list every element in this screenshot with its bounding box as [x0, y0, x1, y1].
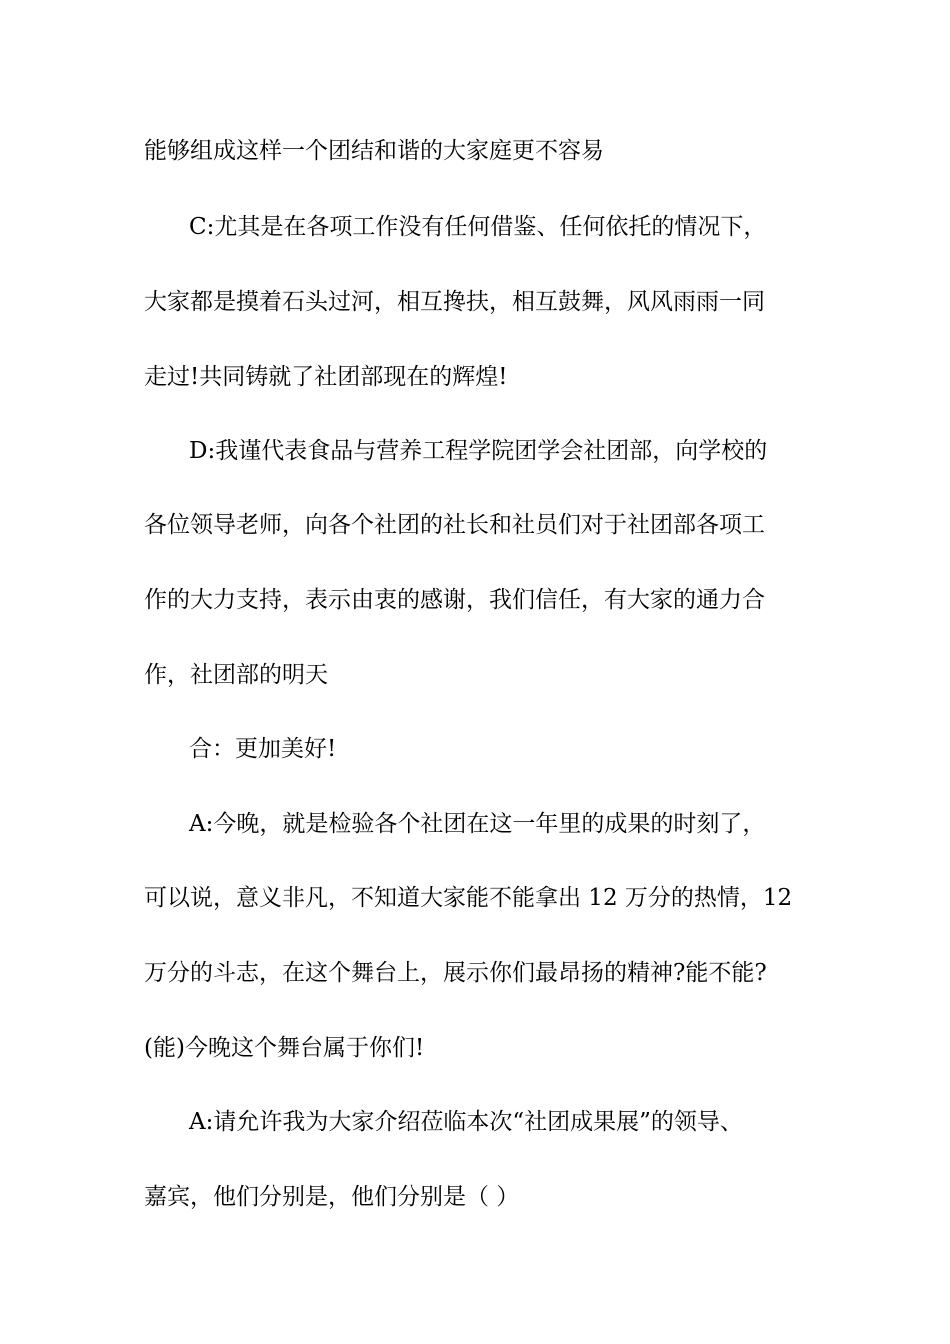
text-line-13: (能)今晚这个舞台属于你们! [144, 1035, 425, 1061]
text-line-7: 作的大力支持，表示由衷的感谢，我们信任，有大家的通力合 [144, 587, 765, 613]
text-line-11: 可以说，意义非凡，不知道大家能不能拿出 12 万分的热情，12 [144, 885, 793, 911]
speaker-a-line-1: A:今晚，就是检验各个社团在这一年里的成果的时刻了， [189, 811, 766, 837]
speaker-a-line-2: A:请允许我为大家介绍莅临本次“社团成果展”的领导、 [189, 1109, 743, 1135]
speaker-c-line-1: C:尤其是在各项工作没有任何借鉴、任何依托的情况下， [189, 214, 767, 240]
text-line-12: 万分的斗志，在这个舞台上，展示你们最昂扬的精神?能不能? [144, 960, 767, 986]
text-line-6: 各位领导老师，向各个社团的社长和社员们对于社团部各项工 [144, 512, 765, 538]
text-line-4: 走过!共同铸就了社团部现在的辉煌! [144, 364, 508, 390]
text-line-1: 能够组成这样一个团结和谐的大家庭更不容易 [144, 138, 604, 164]
speaker-d-line-1: D:我谨代表食品与营养工程学院团学会社团部，向学校的 [189, 438, 768, 464]
text-line-8: 作，社团部的明天 [144, 662, 328, 688]
text-line-3: 大家都是摸着石头过河，相互搀扶，相互鼓舞，风风雨雨一同 [144, 289, 765, 315]
speaker-all-line: 合：更加美好! [189, 736, 337, 762]
text-line-15: 嘉宾，他们分别是，他们分别是（ ） [144, 1184, 520, 1210]
